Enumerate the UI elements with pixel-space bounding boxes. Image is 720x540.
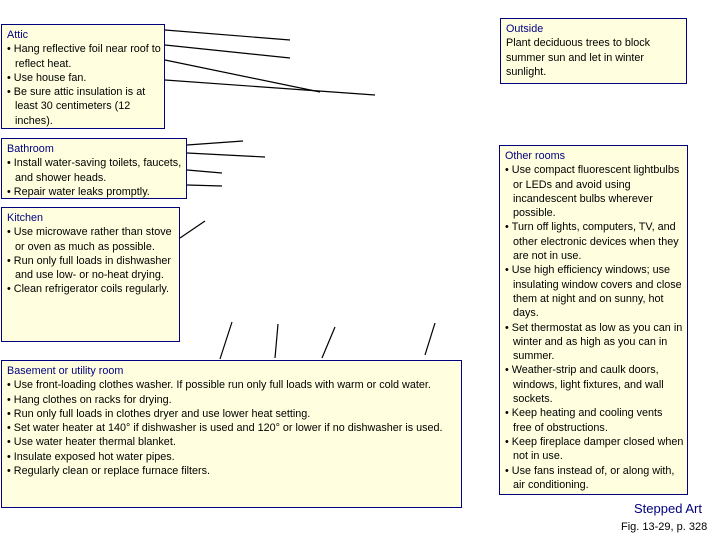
figure-reference: Fig. 13-29, p. 328 — [621, 521, 708, 533]
bathroom-title: Bathroom — [7, 143, 54, 155]
bathroom-list — [7, 156, 183, 199]
list-item: • Install water-saving toilets, faucets, and shower heads. — [7, 156, 183, 185]
kitchen-leader — [180, 221, 205, 238]
basement-leader-1 — [220, 322, 232, 359]
attic-title: Attic — [7, 29, 28, 41]
list-item: • Be sure attic insulation is at least 30 centimeters (12 inches). — [7, 85, 161, 128]
list-item: • Use compact fluorescent lightbulbs or LEDs and avoid using incandescent bulbs wherever possible. — [505, 163, 684, 220]
bathroom-callout — [1, 138, 187, 199]
other-rooms-title: Other rooms — [505, 150, 565, 162]
list-item: • Set thermostat as low as you can in winter and as high as you can in summer. — [505, 321, 684, 364]
list-item: • Keep heating and cooling vents free of obstructions. — [505, 406, 684, 435]
kitchen-list — [7, 225, 176, 296]
list-item: • Use fans instead of, or along with, air conditioning. — [505, 464, 684, 493]
outside-callout — [500, 18, 687, 84]
list-item: • Set water heater at 140° if dishwasher is used and 120° or lower if no dishwasher is used. — [7, 421, 458, 435]
list-item: • Regularly clean or replace furnace filters. — [7, 464, 458, 478]
kitchen-callout — [1, 207, 180, 342]
kitchen-title: Kitchen — [7, 212, 44, 224]
basement-leader-2 — [275, 324, 278, 358]
list-item: • Use house fan. — [7, 71, 161, 85]
outside-text: Plant deciduous trees to block summer sun and let in winter sunlight. — [506, 37, 651, 78]
list-item: • Clean refrigerator coils regularly. — [7, 282, 176, 296]
basement-leader-3 — [322, 327, 335, 358]
basement-list — [7, 378, 458, 478]
list-item: • Use front-loading clothes washer. If possible run only full loads with warm or cold water. — [7, 378, 458, 392]
list-item: • Hang clothes on racks for drying. — [7, 393, 458, 407]
stepped-art-label: Stepped Art — [634, 501, 702, 516]
list-item: • Insulate exposed hot water pipes. — [7, 450, 458, 464]
attic-leader-2 — [165, 45, 290, 58]
other-rooms-callout — [499, 145, 688, 495]
basement-callout — [1, 360, 462, 508]
list-item: • Run only full loads in dishwasher and use low- or no-heat drying. — [7, 254, 176, 283]
list-item: • Hang reflective foil near roof to reflect heat. — [7, 42, 161, 71]
outside-title: Outside — [506, 23, 544, 35]
list-item: • Use water heater thermal blanket. — [7, 435, 458, 449]
list-item: • Use microwave rather than stove or oven as much as possible. — [7, 225, 176, 254]
list-item: • Keep fireplace damper closed when not in use. — [505, 435, 684, 464]
bathroom-leader-2 — [187, 153, 265, 157]
attic-callout — [1, 24, 165, 129]
attic-leader-3 — [165, 60, 320, 92]
list-item: • Repair water leaks promptly. — [7, 185, 183, 199]
other-rooms-list — [505, 163, 684, 492]
basement-title: Basement or utility room — [7, 365, 124, 377]
list-item: • Use high efficiency windows; use insulating window covers and close them at night and on sunny, hot days. — [505, 263, 684, 320]
basement-leader-4 — [425, 323, 435, 355]
bathroom-leader-3 — [187, 170, 222, 173]
list-item: • Run only full loads in clothes dryer and use lower heat setting. — [7, 407, 458, 421]
attic-list — [7, 42, 161, 128]
list-item: • Turn off lights, computers, TV, and other electronic devices when they are not in use. — [505, 220, 684, 263]
bathroom-leader-1 — [187, 141, 243, 145]
list-item: • Weather-strip and caulk doors, windows, light fixtures, and wall sockets. — [505, 363, 684, 406]
attic-leader-1 — [165, 30, 290, 40]
bathroom-leader-4 — [187, 185, 222, 186]
